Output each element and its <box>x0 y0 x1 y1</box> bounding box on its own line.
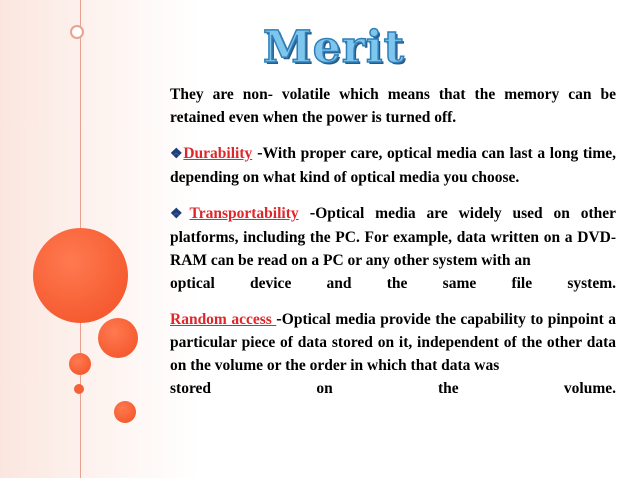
decorative-circle-small-icon <box>69 353 91 375</box>
durability-keyword: Durability <box>183 145 253 162</box>
slide-body <box>170 83 616 400</box>
random-access-keyword: Random access <box>170 311 277 328</box>
random-access-text-last-line: stored on the volume. <box>170 380 616 397</box>
bullet-diamond-icon: ❖ <box>170 207 190 222</box>
slide-title: Merit <box>263 22 405 73</box>
durability-text: With proper care, optical media can last a long time, depending on what kind of optical media you choose. <box>170 145 616 186</box>
transportability-text: Optical media are widely used on other platforms, including the PC. For example, data written on a DVD-RAM can be read on a PC or any other system with an <box>170 205 616 269</box>
transportability-dash: - <box>298 203 316 222</box>
intro-paragraph: They are non- volatile which means that the memory can be retained even when the power is turned off. <box>170 86 616 126</box>
decorative-dot-icon <box>74 384 84 394</box>
bullet-diamond-icon: ❖ <box>170 147 184 162</box>
transportability-point <box>170 201 616 295</box>
random-access-text: Optical media provide the capability to pinpoint a particular piece of data stored on it, independent of the other data on the volume or the order in which that data was <box>170 311 616 374</box>
decorative-circle-medium-icon <box>98 318 138 358</box>
decorative-circle-large-icon <box>33 228 128 323</box>
durability-point <box>170 141 616 189</box>
random-access-dash: - <box>276 309 282 328</box>
decorative-circle-small-icon <box>114 401 136 423</box>
random-access-point <box>170 307 616 400</box>
transportability-text-last-line: optical device and the same file system. <box>170 275 616 292</box>
durability-dash: - <box>252 143 263 162</box>
transportability-keyword: Transportability <box>189 205 299 222</box>
